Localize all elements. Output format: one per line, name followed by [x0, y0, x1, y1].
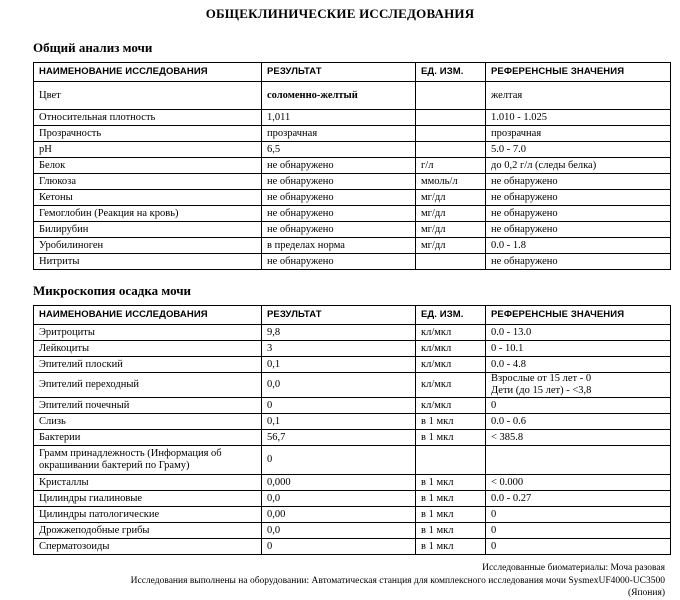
cell-ref: не обнаружено	[486, 254, 671, 270]
cell-result: 1,011	[262, 110, 416, 126]
cell-ref: не обнаружено	[486, 222, 671, 238]
cell-ref	[486, 446, 671, 475]
footer-equipment-origin: (Япония)	[627, 588, 665, 598]
cell-unit: кл/мкл	[416, 398, 486, 414]
cell-name: Лейкоциты	[34, 341, 262, 357]
cell-result: 9,8	[262, 325, 416, 341]
cell-unit	[416, 126, 486, 142]
column-header: НАИМЕНОВАНИЕ ИССЛЕДОВАНИЯ	[34, 306, 262, 325]
cell-name: Эпителий почечный	[34, 398, 262, 414]
cell-ref: до 0,2 г/л (следы белка)	[486, 158, 671, 174]
cell-ref: < 0.000	[486, 475, 671, 491]
cell-result: не обнаружено	[262, 206, 416, 222]
page-title: ОБЩЕКЛИНИЧЕСКИЕ ИССЛЕДОВАНИЯ	[205, 6, 475, 21]
cell-name: Эпителий переходный	[34, 373, 262, 398]
cell-name: Кристаллы	[34, 475, 262, 491]
column-header: РЕЗУЛЬТАТ	[262, 63, 416, 82]
column-header: ЕД. ИЗМ.	[416, 63, 486, 82]
column-header: РЕФЕРЕНСНЫЕ ЗНАЧЕНИЯ	[486, 63, 671, 82]
cell-result: 3	[262, 341, 416, 357]
cell-unit: мг/дл	[416, 238, 486, 254]
cell-unit: в 1 мкл	[416, 414, 486, 430]
header-row	[34, 63, 671, 82]
column-header: НАИМЕНОВАНИЕ ИССЛЕДОВАНИЯ	[34, 63, 262, 82]
cell-name: Эпителий плоский	[34, 357, 262, 373]
cell-result: 0	[262, 398, 416, 414]
cell-result: 56,7	[262, 430, 416, 446]
cell-name: Уробилиноген	[34, 238, 262, 254]
header-row	[34, 306, 671, 325]
cell-ref: желтая	[486, 82, 671, 110]
cell-result: 0,1	[262, 414, 416, 430]
cell-name: Цилиндры патологические	[34, 507, 262, 523]
cell-name: Билирубин	[34, 222, 262, 238]
table-row	[34, 174, 671, 190]
cell-ref: 0.0 - 1.8	[486, 238, 671, 254]
cell-unit: мг/дл	[416, 190, 486, 206]
table-row	[34, 238, 671, 254]
table-row	[34, 523, 671, 539]
cell-ref: не обнаружено	[486, 190, 671, 206]
cell-result: соломенно-желтый	[262, 82, 416, 110]
table-row	[34, 491, 671, 507]
cell-name: pH	[34, 142, 262, 158]
cell-ref: 1.010 - 1.025	[486, 110, 671, 126]
cell-name: Слизь	[34, 414, 262, 430]
cell-ref: 0 - 10.1	[486, 341, 671, 357]
cell-result: не обнаружено	[262, 222, 416, 238]
cell-unit: ммоль/л	[416, 174, 486, 190]
cell-unit: мг/дл	[416, 206, 486, 222]
footer-biomaterial: Исследованные биоматериалы: Моча разовая	[482, 563, 665, 573]
cell-result: 0,000	[262, 475, 416, 491]
cell-ref: 0	[486, 398, 671, 414]
cell-ref: не обнаружено	[486, 174, 671, 190]
cell-name: Дрожжеподобные грибы	[34, 523, 262, 539]
cell-result: не обнаружено	[262, 190, 416, 206]
table-row	[34, 357, 671, 373]
cell-result: 0,0	[262, 523, 416, 539]
cell-result: в пределах норма	[262, 238, 416, 254]
cell-ref: 5.0 - 7.0	[486, 142, 671, 158]
cell-unit	[416, 110, 486, 126]
cell-unit	[416, 82, 486, 110]
cell-unit	[416, 142, 486, 158]
table-row	[34, 446, 671, 475]
table-row	[34, 341, 671, 357]
cell-name: Цвет	[34, 82, 262, 110]
cell-ref: не обнаружено	[486, 206, 671, 222]
cell-result: 0,0	[262, 373, 416, 398]
cell-ref: прозрачная	[486, 126, 671, 142]
cell-ref: < 385.8	[486, 430, 671, 446]
table-row	[34, 398, 671, 414]
cell-name: Белок	[34, 158, 262, 174]
cell-unit: кл/мкл	[416, 357, 486, 373]
table-row	[34, 158, 671, 174]
urine-analysis-table	[33, 62, 671, 270]
table-row	[34, 206, 671, 222]
cell-ref: 0	[486, 523, 671, 539]
cell-name: Бактерии	[34, 430, 262, 446]
cell-ref: 0.0 - 0.6	[486, 414, 671, 430]
cell-unit: кл/мкл	[416, 325, 486, 341]
cell-unit: кл/мкл	[416, 341, 486, 357]
cell-name: Гемоглобин (Реакция на кровь)	[34, 206, 262, 222]
table-row	[34, 539, 671, 555]
column-header: РЕФЕРЕНСНЫЕ ЗНАЧЕНИЯ	[486, 306, 671, 325]
cell-unit	[416, 254, 486, 270]
section-title-sediment: Микроскопия осадка мочи	[33, 283, 192, 298]
cell-ref: 0.0 - 4.8	[486, 357, 671, 373]
table-row	[34, 82, 671, 110]
cell-result: прозрачная	[262, 126, 416, 142]
table-row	[34, 142, 671, 158]
cell-unit: в 1 мкл	[416, 430, 486, 446]
table-row	[34, 414, 671, 430]
cell-ref: 0.0 - 13.0	[486, 325, 671, 341]
cell-unit: в 1 мкл	[416, 539, 486, 555]
column-header: ЕД. ИЗМ.	[416, 306, 486, 325]
cell-result: 0	[262, 446, 416, 475]
column-header: РЕЗУЛЬТАТ	[262, 306, 416, 325]
table-row	[34, 126, 671, 142]
cell-name: Кетоны	[34, 190, 262, 206]
table-row	[34, 190, 671, 206]
cell-result: 0,0	[262, 491, 416, 507]
cell-name: Цилиндры гиалиновые	[34, 491, 262, 507]
cell-name: Глюкоза	[34, 174, 262, 190]
table-row	[34, 507, 671, 523]
cell-result: не обнаружено	[262, 158, 416, 174]
table-row	[34, 475, 671, 491]
footer-equipment: Исследования выполнены на оборудовании: Автоматическая станция для комплексного исследования мочи SysmexUF4000-UC3500	[130, 576, 665, 586]
cell-name: Грамм принадлежность (Информация об окрашивании бактерий по Граму)	[34, 446, 262, 475]
cell-unit: в 1 мкл	[416, 507, 486, 523]
sediment-microscopy-table	[33, 305, 671, 555]
cell-result: 6,5	[262, 142, 416, 158]
table-row	[34, 373, 671, 398]
cell-ref: 0	[486, 507, 671, 523]
cell-ref: Взрослые от 15 лет - 0 Дети (до 15 лет) - <3,8	[486, 373, 671, 398]
cell-ref: 0.0 - 0.27	[486, 491, 671, 507]
cell-unit: в 1 мкл	[416, 475, 486, 491]
table-row	[34, 110, 671, 126]
cell-result: 0,1	[262, 357, 416, 373]
cell-unit: в 1 мкл	[416, 491, 486, 507]
table-row	[34, 222, 671, 238]
cell-ref: 0	[486, 539, 671, 555]
cell-name: Сперматозоиды	[34, 539, 262, 555]
cell-result: не обнаружено	[262, 254, 416, 270]
cell-unit	[416, 446, 486, 475]
cell-name: Нитриты	[34, 254, 262, 270]
table-row	[34, 430, 671, 446]
cell-unit: г/л	[416, 158, 486, 174]
table-row	[34, 325, 671, 341]
cell-unit: в 1 мкл	[416, 523, 486, 539]
table-row	[34, 254, 671, 270]
cell-unit: кл/мкл	[416, 373, 486, 398]
cell-result: не обнаружено	[262, 174, 416, 190]
cell-name: Относительная плотность	[34, 110, 262, 126]
cell-result: 0,00	[262, 507, 416, 523]
cell-result: 0	[262, 539, 416, 555]
section-title-urine: Общий анализ мочи	[33, 40, 153, 55]
cell-name: Прозрачность	[34, 126, 262, 142]
cell-name: Эритроциты	[34, 325, 262, 341]
cell-unit: мг/дл	[416, 222, 486, 238]
